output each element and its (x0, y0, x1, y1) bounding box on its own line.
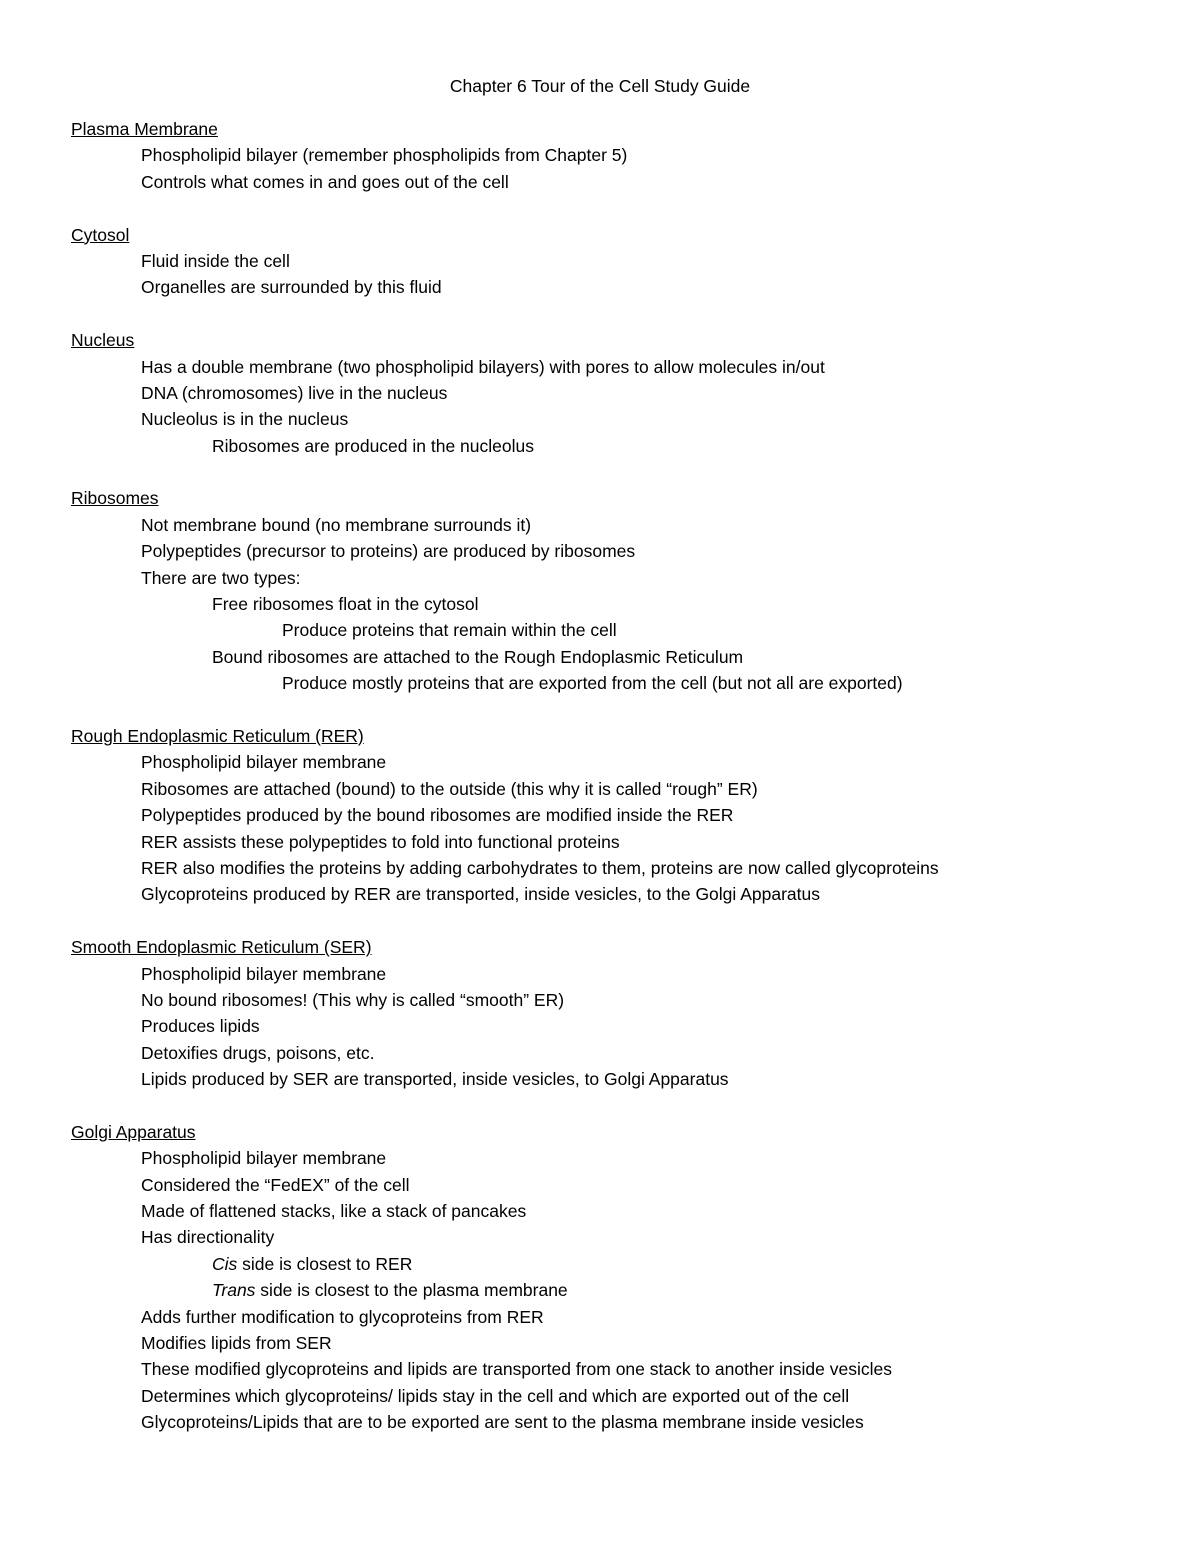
italic-term: Trans (212, 1280, 256, 1301)
list-item: RER assists these polypeptides to fold into functional proteins (141, 831, 620, 852)
section-heading: Ribosomes (71, 488, 159, 509)
section-ribosomes (71, 485, 1171, 696)
section-heading: Cytosol (71, 224, 130, 245)
document-title: Chapter 6 Tour of the Cell Study Guide (449, 76, 751, 96)
section-golgi-apparatus (71, 1119, 1171, 1436)
section-heading: Smooth Endoplasmic Reticulum (SER) (71, 937, 372, 958)
list-item-text: side is closest to the plasma membrane (255, 1280, 568, 1301)
section-smooth-er (71, 934, 1171, 1092)
list-item: DNA (chromosomes) live in the nucleus (141, 382, 448, 403)
sub-list-item (71, 1251, 1171, 1277)
list-item: Nucleolus is in the nucleus (141, 409, 349, 430)
section-heading: Plasma Membrane (71, 119, 218, 139)
list-item: Modifies lipids from SER (141, 1332, 332, 1353)
list-item: These modified glycoproteins and lipids are transported from one stack to another inside vesicles (141, 1359, 892, 1380)
list-item: Made of flattened stacks, like a stack of pancakes (141, 1201, 527, 1222)
list-item: Glycoproteins produced by RER are transported, inside vesicles, to the Golgi Apparatus (141, 884, 820, 905)
list-item: Has a double membrane (two phospholipid bilayers) with pores to allow molecules in/out (141, 356, 825, 377)
section-heading: Golgi Apparatus (71, 1121, 196, 1142)
list-item: Phospholipid bilayer membrane (141, 1148, 387, 1169)
list-item: Lipids produced by SER are transported, inside vesicles, to Golgi Apparatus (141, 1069, 729, 1090)
sub-list-item: Free ribosomes float in the cytosol (212, 594, 479, 615)
list-item: Ribosomes are attached (bound) to the outside (this why it is called “rough” ER) (141, 778, 758, 799)
sub-sub-list-item: Produce mostly proteins that are exported from the cell (but not all are exported) (282, 673, 903, 694)
sub-list-item: Bound ribosomes are attached to the Rough Endoplasmic Reticulum (212, 646, 744, 667)
list-item-text: side is closest to RER (237, 1253, 413, 1274)
list-item: Phospholipid bilayer membrane (141, 752, 387, 773)
section-heading: Nucleus (71, 330, 135, 351)
list-item: There are two types: (141, 567, 301, 588)
list-item: Phospholipid bilayer (remember phospholipids from Chapter 5) (141, 145, 628, 166)
section-nucleus (71, 327, 1171, 459)
list-item: Determines which glycoproteins/ lipids stay in the cell and which are exported out of the cell (141, 1385, 850, 1406)
list-item: Fluid inside the cell (141, 250, 290, 271)
list-item: Controls what comes in and goes out of the cell (141, 171, 509, 192)
list-item: Not membrane bound (no membrane surrounds it) (141, 514, 532, 535)
section-rough-er (71, 723, 1171, 908)
italic-term: Cis (212, 1253, 238, 1274)
document-body (71, 116, 1171, 1462)
section-plasma-membrane (71, 116, 1171, 195)
sub-list-item (71, 1277, 1171, 1303)
sub-list-item: Ribosomes are produced in the nucleolus (212, 435, 534, 456)
list-item: Phospholipid bilayer membrane (141, 963, 387, 984)
section-heading: Rough Endoplasmic Reticulum (RER) (71, 725, 364, 746)
section-cytosol (71, 222, 1171, 301)
list-item: Polypeptides produced by the bound ribosomes are modified inside the RER (141, 805, 734, 826)
sub-sub-list-item: Produce proteins that remain within the cell (282, 620, 617, 641)
list-item: RER also modifies the proteins by adding carbohydrates to them, proteins are now called glycoproteins (141, 857, 939, 878)
list-item: No bound ribosomes! (This why is called “smooth” ER) (141, 989, 565, 1010)
list-item: Polypeptides (precursor to proteins) are produced by ribosomes (141, 541, 636, 562)
list-item: Glycoproteins/Lipids that are to be exported are sent to the plasma membrane inside vesicles (141, 1412, 864, 1433)
list-item: Produces lipids (141, 1016, 260, 1037)
list-item: Has directionality (141, 1227, 275, 1248)
list-item: Adds further modification to glycoproteins from RER (141, 1306, 544, 1327)
list-item: Considered the “FedEX” of the cell (141, 1174, 410, 1195)
list-item: Detoxifies drugs, poisons, etc. (141, 1042, 375, 1063)
list-item: Organelles are surrounded by this fluid (141, 277, 442, 298)
